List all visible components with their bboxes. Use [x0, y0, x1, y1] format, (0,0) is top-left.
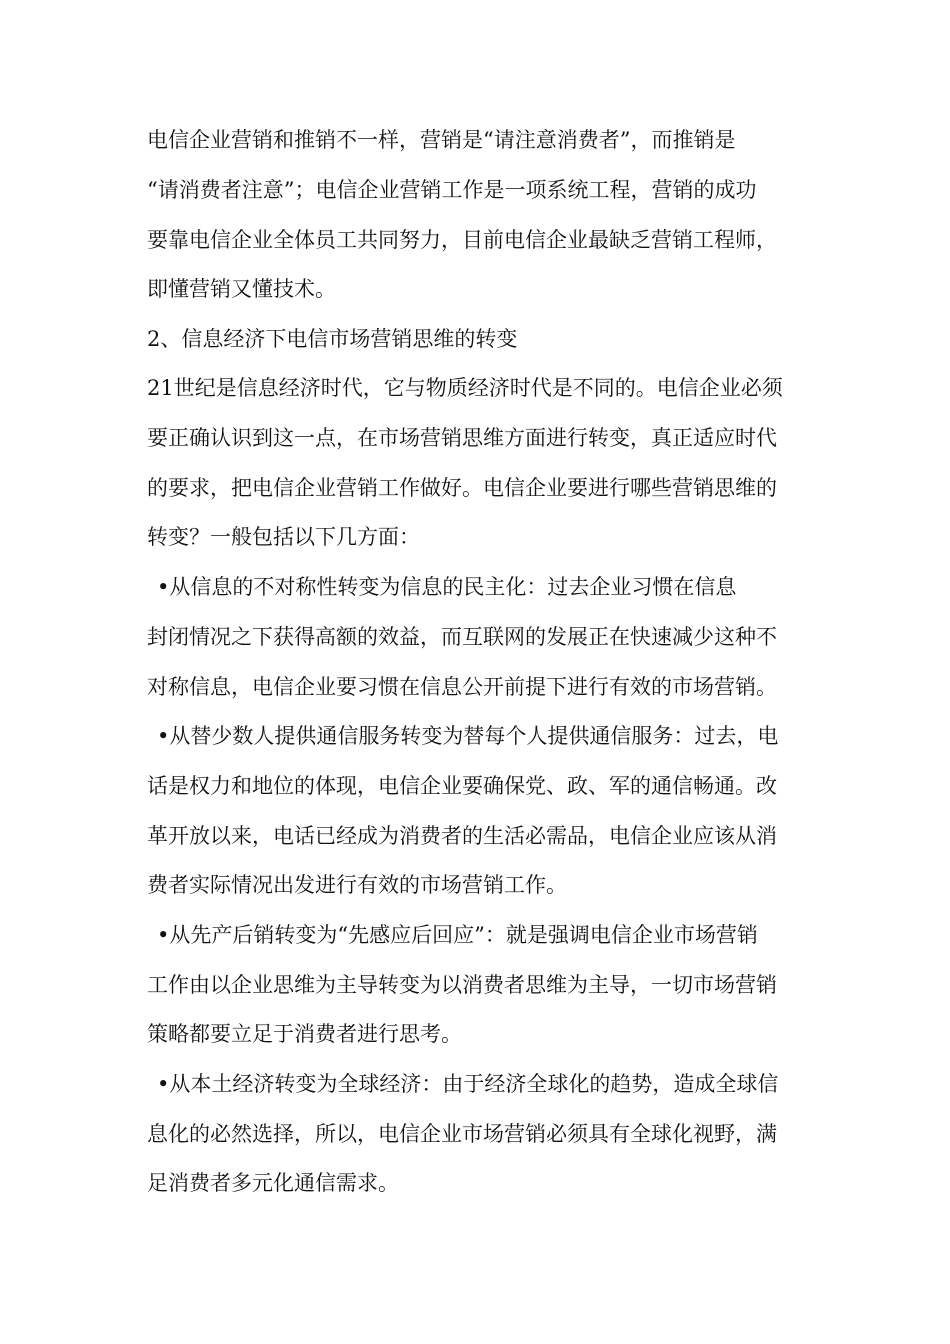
bullet-item: •从本土经济转变为全球经济：由于经济全球化的趋势，造成全球信 [157, 1072, 779, 1096]
paragraph-line: “请消费者注意”；电信企业营销工作是一项系统工程，营销的成功 [147, 178, 757, 202]
paragraph-line: 足消费者多元化通信需求。 [147, 1171, 399, 1195]
paragraph-line: 息化的必然选择，所以，电信企业市场营销必须具有全球化视野，满 [147, 1122, 777, 1146]
paragraph-line: 话是权力和地位的体现，电信企业要确保党、政、军的通信畅通。改 [147, 774, 777, 798]
paragraph-line: 策略都要立足于消费者进行思考。 [147, 1022, 462, 1046]
paragraph-line: 21世纪是信息经济时代，它与物质经济时代是不同的。电信企业必须 [147, 376, 783, 400]
section-heading: 2、信息经济下电信市场营销思维的转变 [147, 327, 518, 351]
paragraph-line: 革开放以来，电话已经成为消费者的生活必需品，电信企业应该从消 [147, 824, 777, 848]
bullet-item: •从替少数人提供通信服务转变为替每个人提供通信服务：过去，电 [157, 724, 779, 748]
bullet-item: •从先产后销转变为“先感应后回应”：就是强调电信企业市场营销 [157, 923, 758, 947]
paragraph-line: 工作由以企业思维为主导转变为以消费者思维为主导，一切市场营销 [147, 973, 777, 997]
paragraph-line: 转变？一般包括以下几方面： [147, 525, 420, 549]
paragraph-line: 对称信息，电信企业要习惯在信息公开前提下进行有效的市场营销。 [147, 675, 777, 699]
paragraph-line: 封闭情况之下获得高额的效益，而互联网的发展正在快速减少这种不 [147, 625, 777, 649]
paragraph-line: 要正确认识到这一点，在市场营销思维方面进行转变，真正适应时代 [147, 426, 777, 450]
paragraph-line: 即懂营销又懂技术。 [147, 277, 336, 301]
paragraph-line: 电信企业营销和推销不一样，营销是“请注意消费者”，而推销是 [147, 128, 736, 152]
paragraph-line: 要靠电信企业全体员工共同努力，目前电信企业最缺乏营销工程师， [147, 228, 777, 252]
paragraph-line: 的要求，把电信企业营销工作做好。电信企业要进行哪些营销思维的 [147, 476, 777, 500]
paragraph-line: 费者实际情况出发进行有效的市场营销工作。 [147, 873, 567, 897]
bullet-item: •从信息的不对称性转变为信息的民主化：过去企业习惯在信息 [157, 575, 737, 599]
